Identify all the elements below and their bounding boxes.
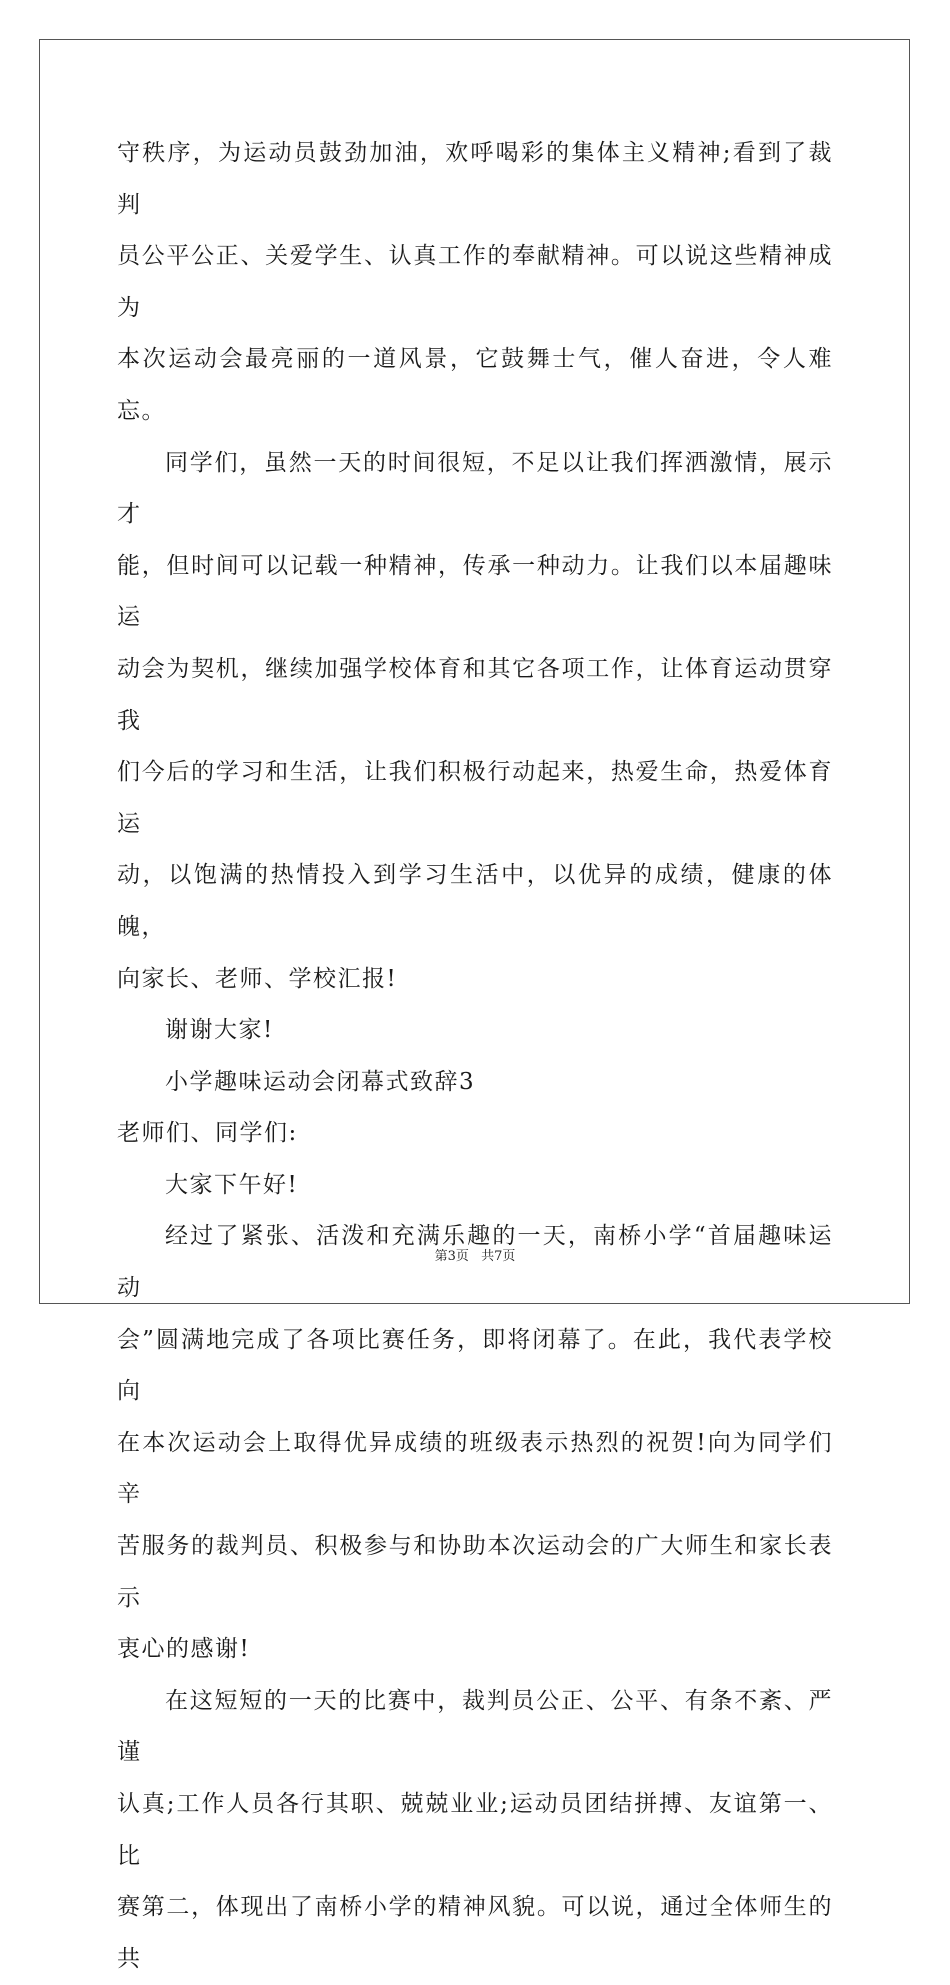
text-line: 向家长、老师、学校汇报! (117, 965, 398, 992)
paragraph (117, 1211, 833, 1675)
text-line: 本次运动会最亮丽的一道风景，它鼓舞士气，催人奋进，令人难忘。 (117, 346, 833, 424)
text-line: 在本次运动会上取得优异成绩的班级表示热烈的祝贺!向为同学们辛 (117, 1429, 833, 1508)
text-line: 们今后的学习和生活，让我们积极行动起来，热爱生命，热爱体育运 (117, 759, 833, 837)
page-total: 共7页 (481, 1249, 516, 1264)
text-line: 员公平公正、关爱学生、认真工作的奉献精神。可以说这些精神成为 (117, 243, 833, 321)
page-number: 第3页 (434, 1249, 469, 1264)
document-body (117, 128, 833, 1985)
text-line: 苦服务的裁判员、积极参与和协助本次运动会的广大师生和家长表示 (117, 1533, 833, 1611)
text-line: 动会为契机，继续加强学校体育和其它各项工作，让体育运动贯穿我 (117, 655, 833, 734)
page-footer (0, 1245, 950, 1264)
paragraph (117, 1057, 833, 1109)
paragraph (117, 1108, 833, 1160)
text-line: 谢谢大家! (165, 1017, 274, 1044)
text-line: 动，以饱满的热情投入到学习生活中，以优异的成绩，健康的体魄， (117, 862, 833, 940)
paragraph (117, 438, 833, 1006)
text-line: 衷心的感谢! (117, 1636, 251, 1663)
text-line: 经过了紧张、活泼和充满乐趣的一天，南桥小学“首届趣味运动 (117, 1223, 833, 1302)
paragraph (117, 1005, 833, 1057)
paragraph (117, 1676, 833, 1985)
text-line: 同学们，虽然一天的时间很短，不足以让我们挥洒激情，展示才 (117, 449, 833, 528)
paragraph (117, 1160, 833, 1212)
text-line: 老师们、同学们: (117, 1120, 298, 1147)
text-line: 认真;工作人员各行其职、兢兢业业;运动员团结拼搏、友谊第一、比 (117, 1791, 833, 1869)
text-line: 会”圆满地完成了各项比赛任务，即将闭幕了。在此，我代表学校向 (117, 1326, 833, 1405)
text-line: 小学趣味运动会闭幕式致辞3 (165, 1068, 476, 1095)
text-line: 能，但时间可以记载一种精神，传承一种动力。让我们以本届趣味运 (117, 552, 833, 631)
text-line: 大家下午好! (165, 1171, 299, 1198)
text-line: 在这短短的一天的比赛中，裁判员公正、公平、有条不紊、严谨 (117, 1687, 833, 1766)
paragraph (117, 128, 833, 438)
text-line: 赛第二，体现出了南桥小学的精神风貌。可以说，通过全体师生的共 (117, 1894, 833, 1972)
text-line: 守秩序，为运动员鼓劲加油，欢呼喝彩的集体主义精神;看到了裁判 (117, 140, 833, 218)
